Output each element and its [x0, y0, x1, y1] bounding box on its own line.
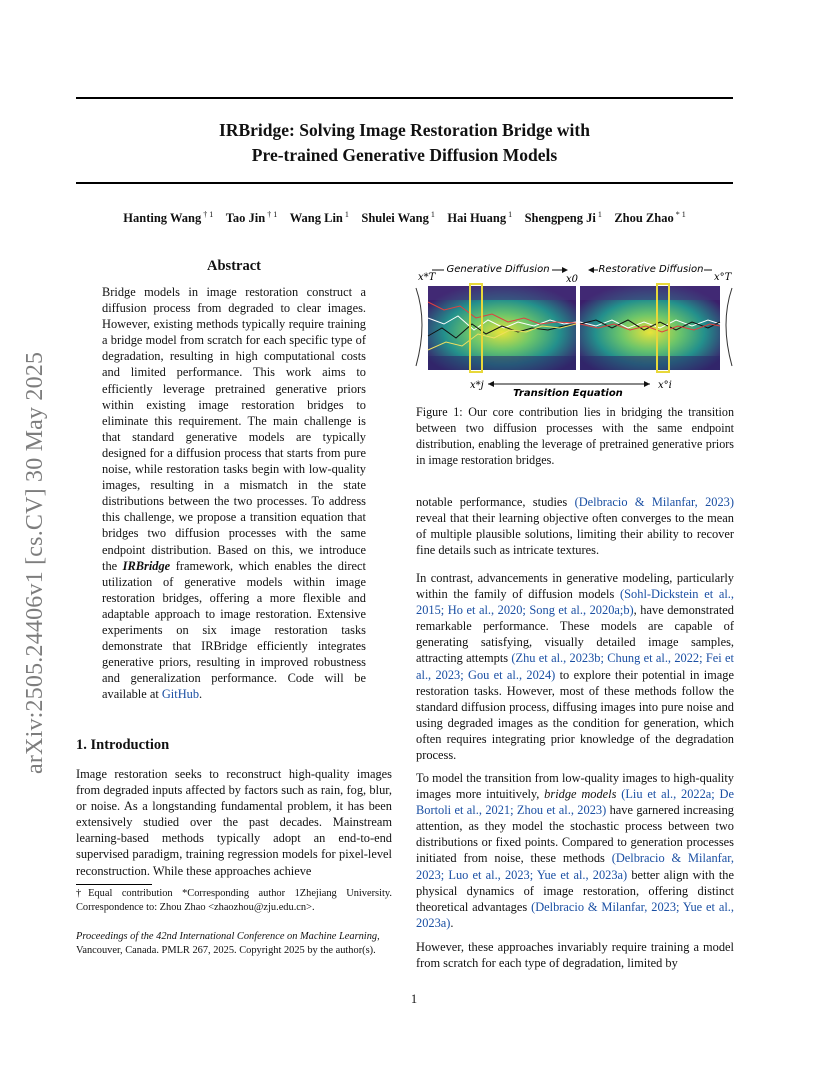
symbol-xT-circ: x°T	[714, 272, 732, 283]
proceedings-note	[76, 930, 392, 958]
p3-text-c: better align with the physical dynamics of image restoration, offering distinct theoretical advantages	[416, 867, 734, 914]
restorative-arrow-head	[588, 267, 594, 273]
title-line-1: IRBridge: Solving Image Restoration Bridge with	[219, 120, 590, 140]
p2-text-b: , have demonstrated remarkable performance. These models are capable of generating satisfying, visually detailed image samples, attracting attempts	[416, 603, 734, 666]
transition-equation-label: Transition Equation	[513, 388, 623, 399]
author-affiliation-mark: † 1	[201, 210, 214, 219]
proceedings-italic: Proceedings of the 42nd International Conference on Machine Learning	[76, 931, 378, 942]
author-name: Shengpeng Ji	[524, 211, 596, 226]
paragraph-3	[416, 770, 734, 931]
symbol-xj: x*j	[470, 380, 484, 391]
title-line-2: Pre-trained Generative Diffusion Models	[251, 145, 558, 165]
symbol-x0: x0	[566, 274, 579, 285]
author-name: Hai Huang	[447, 211, 507, 226]
restorative-diffusion-label: Restorative Diffusion	[598, 264, 704, 275]
author-affiliation-mark: 1	[506, 210, 513, 219]
citation-link[interactable]: (Zhu et al., 2023b; Chung et al., 2022; Fei et al., 2023; Gou et al., 2024)	[416, 651, 734, 682]
symbol-xT-star: x*T	[418, 272, 436, 283]
heatmap-top-band-right	[580, 286, 720, 300]
abstract-text-1: Bridge models in image restoration construct a diffusion process from degraded to clear images. However, existing methods typically require training a bridge model from scratch for each specific type of degradation, resulting in high computational costs and limited performance. This work aims to efficiently leverage pretrained generative priors within existing image restoration bridges to eliminate this requirement. The main challenge is that standard generative models are typically designed for a diffusion process that starts from pure noise, while restoration tasks begin with low-quality images, resulting in a mismatch in the state distributions between the two processes. To address this challenge, we propose a transition equation that bridges two diffusion processes with the same endpoint distribution. Based on this, we introduce the	[102, 285, 366, 573]
p2-text-c: to explore their potential in image restoration tasks. However, most of these methods follow the standard diffusion process, diffusing images into pure noise and using degraded images as the condition for generation, which often requires integrating prior knowledge of the degradation process.	[416, 667, 734, 763]
transition-arrow-head-right	[644, 381, 650, 387]
title-bottom-rule	[76, 182, 733, 184]
author-affiliation-mark: 1	[342, 210, 349, 219]
figure-1-caption: Figure 1: Our core contribution lies in bridging the transition between two diffusion processes with the same endpoint distribution, enabling the leverage of pretrained generative priors in image restoration bridges.	[416, 405, 734, 467]
abstract-heading: Abstract	[207, 258, 261, 274]
citation-link[interactable]: (Sohl-Dickstein et al., 2015; Ho et al., 2020; Song et al., 2020a;b)	[416, 587, 734, 618]
paper-title	[76, 118, 733, 168]
github-link[interactable]: GitHub	[161, 687, 200, 702]
p3-text-a: To model the transition from low-quality images to high-quality images more intuitively,	[416, 771, 734, 802]
left-end-curve	[416, 288, 422, 366]
author-name: Tao Jin	[225, 211, 266, 226]
citation-link[interactable]: (Delbracio & Milanfar, 2023)	[574, 495, 734, 509]
p3-text-d: .	[450, 915, 454, 930]
p2-text-a: In contrast, advancements in generative modeling, particularly within the family of diffusion models	[416, 571, 734, 602]
title-top-rule	[76, 97, 733, 99]
p3-text-b: have garnered increasing attention, as they model the stochastic process between two distributions or fixed points. Compared to generation processes initiated from noise, these methods	[416, 803, 734, 866]
footnote-text: †Equal contribution *Corresponding author 1Zhejiang University. Correspondence to: Zhou Zhao <zhaozhou@zju.edu.cn>.	[76, 888, 392, 913]
footnote-rule	[76, 884, 152, 885]
abstract-emph: IRBridge	[122, 558, 171, 573]
abstract-end: .	[199, 687, 203, 702]
heatmap-bottom-band-right	[580, 356, 720, 370]
author-name: Zhou Zhao	[614, 211, 674, 226]
right-end-curve	[726, 288, 732, 366]
author-affiliation-mark: * 1	[673, 210, 686, 219]
author-affiliation-mark: 1	[595, 210, 602, 219]
introduction-body: Image restoration seeks to reconstruct high-quality images from degraded inputs affected by factors such as rain, fog, blur, or noise. As a longstanding fundamental problem, it has been extensively studied over the past decades. Mainstream learning-based methods typically adopt an end-to-end supervised paradigm, training regression models for pixel-level reconstruction. While these approaches achieve	[76, 767, 392, 878]
p1-text-a: notable performance, studies	[416, 495, 575, 509]
paragraph-4: However, these approaches invariably require training a model from scratch for each type of degradation, limited by	[416, 940, 734, 971]
citation-link[interactable]: (Delbracio & Milanfar, 2023; Luo et al., 2023; Yue et al., 2023a)	[416, 851, 734, 882]
heatmap-top-band-left	[428, 286, 576, 300]
footnote	[76, 887, 392, 915]
page-number: 1	[410, 992, 418, 1006]
generative-arrow-head	[562, 267, 568, 273]
introduction-heading: 1. Introduction	[76, 737, 170, 753]
abstract-body	[102, 284, 366, 702]
author-affiliation-mark: † 1	[265, 210, 278, 219]
author-affiliation-mark: 1	[428, 210, 435, 219]
author-name: Hanting Wang	[123, 211, 202, 226]
author-name: Wang Lin	[289, 211, 343, 226]
p1-text-b: reveal that their learning objective often converges to the mean of multiple plausible solutions, limiting their ability to recover fine details such as intricate textures.	[416, 511, 734, 558]
heatmap-bottom-band-left	[428, 356, 576, 370]
symbol-xi: x°i	[658, 380, 672, 391]
p3-emph: bridge models	[544, 787, 617, 802]
author-name: Shulei Wang	[361, 211, 429, 226]
abstract-text-2: framework, which enables the direct utilization of generative models within image restoration bridges, offering a more flexible and adaptable approach to image restoration. Extensive experiments on six image restoration tasks demonstrate that IRBridge efficiently integrates generative priors, resulting in improved robustness and generalization performance. Code will be available at	[102, 558, 366, 702]
citation-link[interactable]: (Liu et al., 2022a; De Bortoli et al., 2021; Zhou et al., 2023)	[416, 787, 734, 818]
arxiv-identifier: arXiv:2505.24406v1 [cs.CV] 30 May 2025	[22, 351, 48, 774]
transition-arrow-head-left	[488, 381, 494, 387]
figure-1-diagram	[414, 258, 734, 400]
paragraph-1	[416, 494, 734, 558]
paragraph-2	[416, 570, 734, 763]
proceedings-rest: , Vancouver, Canada. PMLR 267, 2025. Copyright 2025 by the author(s).	[76, 931, 380, 956]
citation-link[interactable]: (Delbracio & Milanfar, 2023; Yue et al., 2023a)	[416, 899, 734, 930]
author-list	[76, 210, 733, 226]
generative-diffusion-label: Generative Diffusion	[446, 264, 550, 275]
